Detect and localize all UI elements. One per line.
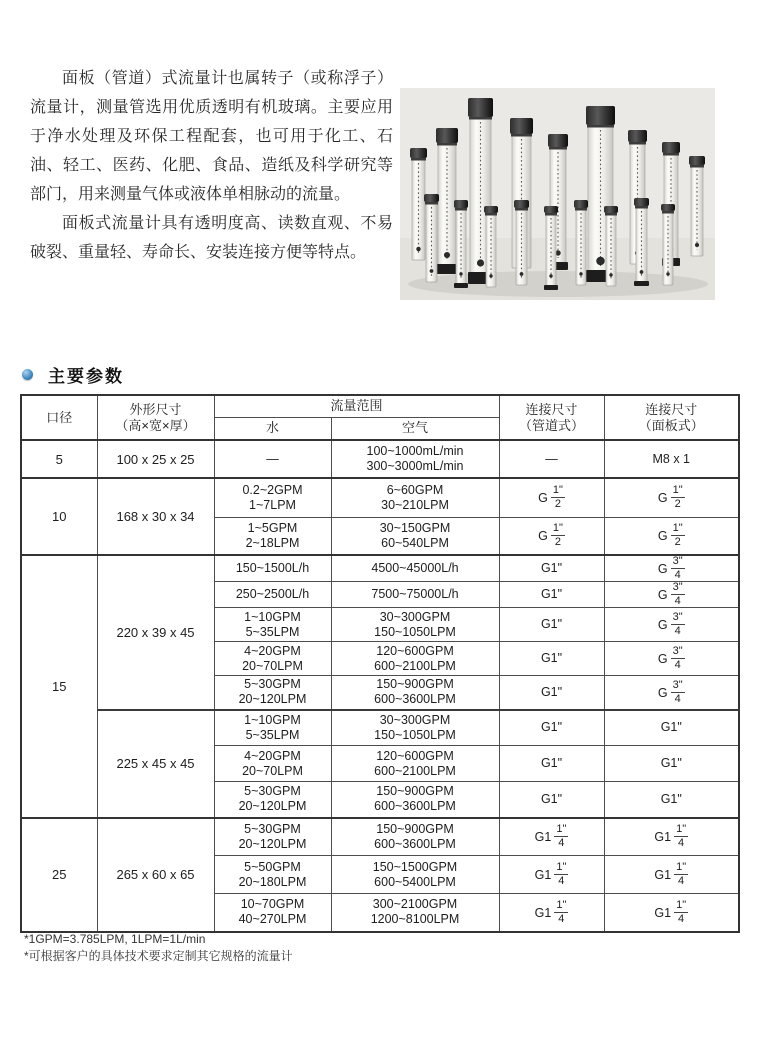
pipe-connection-cell: G1" bbox=[499, 676, 604, 710]
pipe-connection-cell: G1" bbox=[499, 582, 604, 608]
dimensions-cell: 225 x 45 x 45 bbox=[97, 710, 214, 818]
pipe-connection-cell: G1" bbox=[499, 642, 604, 676]
flowmeters-photo-graphic bbox=[400, 88, 715, 300]
pipe-connection-cell: G1" bbox=[499, 555, 604, 582]
param-table-body bbox=[21, 440, 739, 932]
footnotes bbox=[24, 931, 293, 965]
air-flow-cell: 6~60GPM 30~210LPM bbox=[331, 478, 499, 517]
dimensions-cell: 100 x 25 x 25 bbox=[97, 440, 214, 478]
water-flow-cell: 150~1500L/h bbox=[214, 555, 331, 582]
air-flow-cell: 4500~45000L/h bbox=[331, 555, 499, 582]
panel-connection-cell: G $\frac{3"}{4}$ bbox=[604, 642, 739, 676]
table-row bbox=[21, 478, 739, 517]
diameter-cell: 10 bbox=[21, 478, 97, 555]
water-flow-cell: 5~30GPM 20~120LPM bbox=[214, 818, 331, 856]
dimensions-cell: 265 x 60 x 65 bbox=[97, 818, 214, 932]
table-header bbox=[21, 395, 739, 440]
air-flow-cell: 30~300GPM 150~1050LPM bbox=[331, 608, 499, 642]
air-flow-cell: 150~900GPM 600~3600LPM bbox=[331, 676, 499, 710]
water-flow-cell: 4~20GPM 20~70LPM bbox=[214, 746, 331, 782]
air-flow-cell: 30~150GPM 60~540LPM bbox=[331, 517, 499, 555]
pipe-connection-cell: G1" bbox=[499, 710, 604, 746]
pipe-connection-cell: G1 $\frac{1"}{4}$ bbox=[499, 894, 604, 932]
diameter-cell: 25 bbox=[21, 818, 97, 932]
panel-connection-cell: G1 $\frac{1"}{4}$ bbox=[604, 818, 739, 856]
air-flow-cell: 300~2100GPM 1200~8100LPM bbox=[331, 894, 499, 932]
air-flow-cell: 7500~75000L/h bbox=[331, 582, 499, 608]
header-pipe-connection: 连接尺寸 （管道式） bbox=[499, 395, 604, 440]
water-flow-cell: 5~30GPM 20~120LPM bbox=[214, 676, 331, 710]
panel-connection-cell: G $\frac{1"}{2}$ bbox=[604, 517, 739, 555]
pipe-connection-cell: G $\frac{1"}{2}$ bbox=[499, 478, 604, 517]
air-flow-cell: 150~900GPM 600~3600LPM bbox=[331, 818, 499, 856]
panel-connection-cell: G $\frac{3"}{4}$ bbox=[604, 582, 739, 608]
diameter-cell: 5 bbox=[21, 440, 97, 478]
diameter-cell: 15 bbox=[21, 555, 97, 818]
air-flow-cell: 30~300GPM 150~1050LPM bbox=[331, 710, 499, 746]
water-flow-cell: 4~20GPM 20~70LPM bbox=[214, 642, 331, 676]
flowmeters-photo bbox=[400, 88, 715, 300]
pipe-connection-cell: G1" bbox=[499, 608, 604, 642]
intro-paragraph-2: 面板式流量计具有透明度高、读数直观、不易破裂、重量轻、寿命长、安装连接方便等特点。 bbox=[30, 215, 393, 261]
footnote-2: *可根据客户的具体技术要求定制其它规格的流量计 bbox=[24, 949, 293, 963]
panel-connection-cell: G $\frac{3"}{4}$ bbox=[604, 608, 739, 642]
panel-connection-cell: G1" bbox=[604, 782, 739, 818]
air-flow-cell: 120~600GPM 600~2100LPM bbox=[331, 642, 499, 676]
panel-connection-cell: G $\frac{1"}{2}$ bbox=[604, 478, 739, 517]
panel-connection-cell: G1 $\frac{1"}{4}$ bbox=[604, 894, 739, 932]
pipe-connection-cell: G1 $\frac{1"}{4}$ bbox=[499, 818, 604, 856]
panel-connection-cell: G1" bbox=[604, 746, 739, 782]
pipe-connection-cell: G $\frac{1"}{2}$ bbox=[499, 517, 604, 555]
table-row bbox=[21, 710, 739, 746]
pipe-connection-cell: G1" bbox=[499, 782, 604, 818]
panel-connection-cell: G $\frac{3"}{4}$ bbox=[604, 555, 739, 582]
section-header bbox=[22, 362, 124, 387]
water-flow-cell: 250~2500L/h bbox=[214, 582, 331, 608]
pipe-connection-cell: G1 $\frac{1"}{4}$ bbox=[499, 856, 604, 894]
header-dimensions: 外形尺寸 （高×宽×厚） bbox=[97, 395, 214, 440]
air-flow-cell: 150~900GPM 600~3600LPM bbox=[331, 782, 499, 818]
water-flow-cell: 0.2~2GPM 1~7LPM bbox=[214, 478, 331, 517]
panel-connection-cell: G1 $\frac{1"}{4}$ bbox=[604, 856, 739, 894]
air-flow-cell: 150~1500GPM 600~5400LPM bbox=[331, 856, 499, 894]
air-flow-cell: 100~1000mL/min 300~3000mL/min bbox=[331, 440, 499, 478]
section-title: 主要参数 bbox=[48, 367, 124, 386]
header-diameter: 口径 bbox=[21, 395, 97, 440]
air-flow-cell: 120~600GPM 600~2100LPM bbox=[331, 746, 499, 782]
water-flow-cell: 1~10GPM 5~35LPM bbox=[214, 710, 331, 746]
header-panel-connection: 连接尺寸 （面板式） bbox=[604, 395, 739, 440]
parameters-table bbox=[20, 394, 740, 933]
water-flow-cell: 10~70GPM 40~270LPM bbox=[214, 894, 331, 932]
panel-connection-cell: G $\frac{3"}{4}$ bbox=[604, 676, 739, 710]
pipe-connection-cell: G1" bbox=[499, 746, 604, 782]
intro-text bbox=[30, 64, 393, 267]
intro-paragraph-1: 面板（管道）式流量计也属转子（或称浮子）流量计，测量管选用优质透明有机玻璃。主要应用于净水处理及环保工程配套，也可用于化工、石油、轻工、医药、化肥、食品、造纸及科学研究等部门，用来测量气体或液体单相脉动的流量。 bbox=[30, 70, 393, 203]
header-flow-range: 流量范围 bbox=[214, 395, 499, 417]
pipe-connection-cell: — bbox=[499, 440, 604, 478]
water-flow-cell: 1~10GPM 5~35LPM bbox=[214, 608, 331, 642]
header-air: 空气 bbox=[331, 417, 499, 440]
table-row bbox=[21, 555, 739, 582]
bullet-icon bbox=[22, 369, 33, 380]
footnote-1: *1GPM=3.785LPM, 1LPM=1L/min bbox=[24, 932, 206, 946]
water-flow-cell: — bbox=[214, 440, 331, 478]
water-flow-cell: 1~5GPM 2~18LPM bbox=[214, 517, 331, 555]
water-flow-cell: 5~30GPM 20~120LPM bbox=[214, 782, 331, 818]
table-row bbox=[21, 440, 739, 478]
dimensions-cell: 220 x 39 x 45 bbox=[97, 555, 214, 710]
table-row bbox=[21, 818, 739, 856]
panel-connection-cell: M8 x 1 bbox=[604, 440, 739, 478]
water-flow-cell: 5~50GPM 20~180LPM bbox=[214, 856, 331, 894]
panel-connection-cell: G1" bbox=[604, 710, 739, 746]
dimensions-cell: 168 x 30 x 34 bbox=[97, 478, 214, 555]
header-water: 水 bbox=[214, 417, 331, 440]
